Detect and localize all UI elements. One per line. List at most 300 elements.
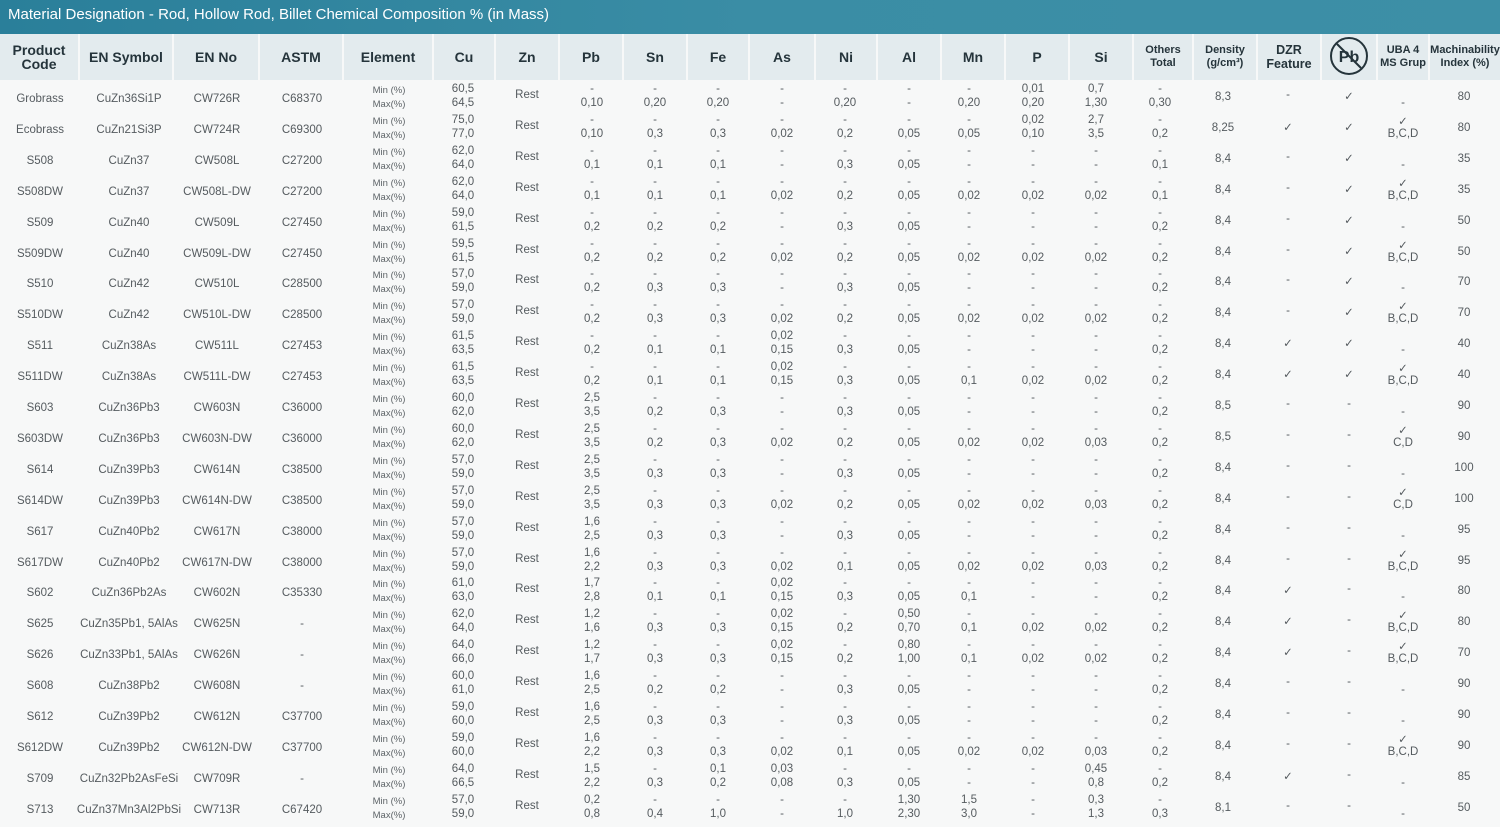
- cell-p-min: -: [1031, 515, 1035, 528]
- cell-uba-max: -: [1401, 529, 1405, 542]
- cell-machinability: 95: [1457, 554, 1471, 567]
- cell-mn-min: -: [967, 484, 971, 497]
- cell-pb-min: -: [590, 330, 594, 343]
- cell-en: CW612N-DW: [182, 741, 252, 754]
- cell-en: CW508L-DW: [183, 185, 251, 198]
- cell-cu-max: 64,5: [451, 97, 475, 109]
- cell-sym: CuZn21Si3P: [96, 123, 162, 136]
- cell-si-max: -: [1094, 467, 1098, 480]
- cell-cu-min: 59,0: [451, 701, 475, 713]
- cell-others-max: 0,2: [1152, 282, 1168, 295]
- cell-en: CW511L: [195, 340, 239, 353]
- cell-others-min: -: [1158, 113, 1162, 126]
- cell-uba-max: -: [1401, 715, 1405, 727]
- cell-as-max: 0,02: [770, 189, 794, 202]
- cell-ni-max: 0,2: [837, 251, 853, 264]
- max-label: Max(%): [372, 593, 406, 605]
- cell-cu-max: 64,0: [451, 189, 475, 202]
- cell-ni-max: 0,2: [837, 622, 853, 635]
- cell-sn-max: 0,1: [647, 344, 663, 357]
- cell-ni-max: 0,1: [837, 560, 853, 573]
- cell-si-min: -: [1094, 577, 1098, 590]
- cell-astm: C35330: [281, 587, 323, 600]
- cell-sym: CuZn42: [108, 278, 150, 291]
- cell-code: S509: [26, 216, 54, 229]
- cell-sn-max: 0,1: [647, 591, 663, 604]
- cell-fe-max: 0,2: [710, 776, 726, 789]
- cell-sn-max: 0,3: [647, 127, 663, 140]
- max-label: Max(%): [372, 809, 406, 821]
- cell-as-max: 0,02: [770, 127, 794, 140]
- cell-density: 8,4: [1215, 245, 1231, 258]
- cell-as-min: 0,02: [770, 577, 794, 590]
- cell-density: 8,4: [1215, 183, 1231, 196]
- cell-ni-min: -: [843, 330, 847, 343]
- min-label: Min (%): [372, 703, 406, 714]
- cell-zn: Rest: [515, 336, 539, 349]
- min-label: Min (%): [372, 764, 406, 776]
- cell-p-max: -: [1031, 715, 1035, 727]
- cell-p-min: -: [1031, 268, 1035, 281]
- cell-al-max: 0,05: [897, 375, 921, 388]
- header-pb: Pb: [560, 34, 624, 80]
- cell-sn-min: -: [653, 268, 657, 281]
- cell-mn-min: -: [967, 268, 971, 281]
- cell-as-min: -: [780, 299, 784, 312]
- cell-pb-max: 0,2: [584, 251, 600, 264]
- cell-pb-max: 2,2: [584, 745, 600, 758]
- cell-ni-min: -: [843, 144, 847, 157]
- cell-code: Grobrass: [16, 93, 64, 105]
- cell-lead-free: -: [1347, 768, 1351, 781]
- cell-cu-max: 62,0: [451, 436, 475, 449]
- cell-al-max: 2,30: [897, 807, 921, 820]
- cell-cu-min: 62,0: [451, 175, 475, 188]
- cell-pb-min: 1,6: [584, 515, 600, 528]
- cell-pb-min: 1,6: [584, 701, 600, 713]
- max-label: Max(%): [372, 315, 406, 327]
- cell-al-max: 0,05: [897, 715, 921, 727]
- cell-uba-max: B,C,D: [1387, 745, 1419, 758]
- cell-cu-max: 59,0: [451, 313, 475, 326]
- cell-machinability: 70: [1457, 647, 1471, 660]
- cell-uba-min: ✓: [1398, 301, 1408, 314]
- cell-astm: C28500: [281, 309, 323, 322]
- min-label: Min (%): [372, 177, 406, 189]
- cell-al-max: 0,05: [897, 745, 921, 758]
- cell-pb-max: 0,1: [584, 189, 600, 202]
- cell-machinability: 100: [1454, 461, 1474, 474]
- cell-uba-max: -: [1401, 282, 1405, 295]
- cell-fe-max: 0,3: [710, 127, 726, 140]
- min-label: Min (%): [372, 394, 406, 405]
- cell-ni-max: 0,3: [837, 344, 853, 357]
- cell-density: 8,4: [1215, 523, 1231, 536]
- cell-sym: CuZn39Pb2: [98, 711, 160, 723]
- cell-al-min: -: [907, 330, 911, 343]
- cell-cu-max: 59,0: [451, 282, 475, 295]
- cell-mn-max: 0,02: [957, 498, 981, 511]
- cell-sym: CuZn39Pb3: [98, 494, 160, 507]
- cell-al-max: 0,05: [897, 560, 921, 573]
- cell-density: 8,4: [1215, 770, 1231, 783]
- cell-lead-free: ✓: [1344, 276, 1354, 289]
- cell-sn-max: 0,3: [647, 467, 663, 480]
- cell-cu-min: 57,0: [451, 515, 475, 528]
- cell-p-min: -: [1031, 701, 1035, 713]
- header-en-no: EN No: [174, 34, 260, 80]
- cell-lead-free: ✓: [1344, 338, 1354, 351]
- cell-p-max: 0,02: [1021, 622, 1045, 635]
- cell-machinability: 95: [1457, 523, 1471, 536]
- cell-uba-max: -: [1401, 406, 1405, 418]
- cell-dzr: -: [1286, 737, 1290, 750]
- header-sn: Sn: [624, 34, 688, 80]
- cell-zn: Rest: [515, 768, 539, 781]
- cell-astm: C28500: [281, 278, 323, 291]
- cell-others-min: -: [1158, 484, 1162, 497]
- cell-al-max: 0,05: [897, 529, 921, 542]
- cell-density: 8,4: [1215, 461, 1231, 474]
- cell-machinability: 85: [1457, 770, 1471, 783]
- cell-mn-max: 0,1: [961, 653, 977, 666]
- max-label: Max(%): [372, 531, 406, 543]
- cell-cu-min: 61,5: [451, 361, 475, 374]
- cell-others-min: -: [1158, 546, 1162, 559]
- cell-others-max: 0,2: [1152, 467, 1168, 480]
- cell-uba-max: -: [1401, 684, 1405, 697]
- cell-astm: C38500: [281, 494, 323, 507]
- cell-al-max: 0,70: [897, 622, 921, 635]
- cell-ni-max: 0,2: [837, 313, 853, 326]
- cell-others-max: 0,2: [1152, 498, 1168, 511]
- cell-code: S510: [26, 278, 54, 291]
- cell-al-min: -: [907, 206, 911, 219]
- cell-al-min: -: [907, 701, 911, 713]
- cell-fe-max: 0,1: [710, 158, 726, 171]
- cell-as-max: -: [780, 97, 784, 109]
- cell-density: 8,4: [1215, 678, 1231, 691]
- cell-cu-min: 64,0: [451, 762, 475, 775]
- cell-others-min: -: [1158, 793, 1162, 806]
- cell-as-min: -: [780, 175, 784, 188]
- cell-as-max: -: [780, 529, 784, 542]
- cell-code: S508DW: [16, 185, 64, 198]
- cell-fe-max: 0,3: [710, 715, 726, 727]
- cell-p-max: -: [1031, 807, 1035, 820]
- cell-cu-max: 64,0: [451, 158, 475, 171]
- cell-others-max: 0,2: [1152, 560, 1168, 573]
- header-product-code: Product Code: [0, 34, 80, 80]
- cell-ni-max: 0,2: [837, 127, 853, 140]
- cell-pb-max: 0,1: [584, 158, 600, 171]
- cell-sym: CuZn38As: [101, 340, 157, 353]
- cell-si-min: -: [1094, 237, 1098, 250]
- cell-mn-min: -: [967, 670, 971, 683]
- cell-pb-min: 1,6: [584, 670, 600, 683]
- cell-code: Ecobrass: [16, 123, 64, 136]
- cell-others-min: -: [1158, 83, 1162, 95]
- cell-mn-max: -: [967, 467, 971, 480]
- cell-uba-max: -: [1401, 97, 1405, 109]
- cell-mn-max: 0,02: [957, 251, 981, 264]
- cell-sn-min: -: [653, 639, 657, 652]
- min-label: Min (%): [372, 733, 406, 745]
- cell-sn-min: -: [653, 577, 657, 590]
- cell-pb-max: 0,2: [584, 220, 600, 233]
- cell-p-min: -: [1031, 392, 1035, 404]
- cell-dzr: ✓: [1283, 121, 1293, 134]
- cell-si-min: -: [1094, 546, 1098, 559]
- cell-fe-min: -: [716, 608, 720, 621]
- cell-al-max: 0,05: [897, 406, 921, 418]
- cell-fe-max: 0,1: [710, 344, 726, 357]
- cell-pb-min: 1,5: [584, 762, 600, 775]
- cell-al-min: 0,80: [897, 639, 921, 652]
- cell-others-max: 0,2: [1152, 622, 1168, 635]
- cell-fe-min: -: [716, 330, 720, 343]
- cell-en: CW608N: [193, 680, 241, 693]
- cell-machinability: 90: [1457, 709, 1471, 721]
- cell-mn-max: -: [967, 220, 971, 233]
- cell-sn-max: 0,2: [647, 406, 663, 418]
- max-label: Max(%): [372, 284, 406, 296]
- cell-cu-min: 59,5: [451, 237, 475, 250]
- cell-as-min: -: [780, 546, 784, 559]
- cell-al-min: -: [907, 762, 911, 775]
- header-uba-4ms-grup: UBA 4 MS Grup: [1378, 34, 1430, 80]
- cell-others-min: -: [1158, 515, 1162, 528]
- cell-si-max: 0,8: [1088, 776, 1104, 789]
- table-row: [0, 576, 1500, 607]
- cell-ni-max: 0,3: [837, 715, 853, 727]
- cell-p-min: -: [1031, 731, 1035, 744]
- cell-al-min: -: [907, 113, 911, 126]
- cell-sym: CuZn36Si1P: [96, 93, 162, 105]
- cell-ni-min: -: [843, 577, 847, 590]
- cell-lead-free: -: [1347, 614, 1351, 627]
- cell-density: 8,4: [1215, 739, 1231, 752]
- cell-sn-max: 0,3: [647, 715, 663, 727]
- cell-mn-min: -: [967, 361, 971, 374]
- cell-ni-min: -: [843, 793, 847, 806]
- cell-p-min: -: [1031, 484, 1035, 497]
- cell-si-max: -: [1094, 344, 1098, 357]
- cell-others-max: 0,2: [1152, 375, 1168, 388]
- cell-lead-free: -: [1347, 552, 1351, 565]
- cell-sym: CuZn40Pb2: [98, 556, 160, 569]
- cell-machinability: 70: [1457, 307, 1471, 320]
- cell-sym: CuZn33Pb1, 5AlAs: [80, 649, 178, 662]
- cell-sym: CuZn36Pb2As: [91, 587, 167, 600]
- cell-sn-max: 0,2: [647, 251, 663, 264]
- cell-code: S509DW: [16, 247, 64, 260]
- cell-ni-min: -: [843, 268, 847, 281]
- cell-pb-max: 0,10: [580, 97, 604, 109]
- cell-si-max: -: [1094, 158, 1098, 171]
- header-cu: Cu: [434, 34, 496, 80]
- cell-density: 8,5: [1215, 430, 1231, 443]
- header-density: Density (g/cm³): [1194, 34, 1258, 80]
- cell-si-max: 0,03: [1084, 498, 1108, 511]
- cell-as-min: -: [780, 113, 784, 126]
- cell-sym: CuZn39Pb3: [98, 463, 160, 476]
- cell-as-max: -: [780, 220, 784, 233]
- header-al: Al: [878, 34, 942, 80]
- cell-en: CW603N-DW: [182, 432, 252, 445]
- cell-mn-max: 0,1: [961, 375, 977, 388]
- cell-pb-max: 0,2: [584, 282, 600, 295]
- cell-pb-max: 3,5: [584, 467, 600, 480]
- cell-p-max: -: [1031, 529, 1035, 542]
- cell-sym: CuZn35Pb1, 5AlAs: [80, 618, 178, 631]
- cell-cu-min: 62,0: [451, 144, 475, 157]
- cell-dzr: -: [1286, 150, 1290, 163]
- cell-as-max: 0,15: [770, 375, 794, 388]
- cell-uba-min: ✓: [1398, 239, 1408, 252]
- cell-pb-max: 0,2: [584, 313, 600, 326]
- cell-sn-min: -: [653, 762, 657, 775]
- cell-pb-min: -: [590, 113, 594, 126]
- cell-ni-min: -: [843, 83, 847, 95]
- cell-zn: Rest: [515, 398, 539, 410]
- cell-machinability: 80: [1457, 585, 1471, 598]
- cell-en: CW625N: [193, 618, 241, 631]
- cell-machinability: 40: [1457, 338, 1471, 351]
- cell-si-min: -: [1094, 731, 1098, 744]
- cell-lead-free: -: [1347, 707, 1351, 719]
- cell-al-max: 0,05: [897, 436, 921, 449]
- cell-p-max: 0,02: [1021, 745, 1045, 758]
- cell-code: S614DW: [16, 494, 64, 507]
- cell-en: CW726R: [193, 93, 241, 105]
- cell-as-min: -: [780, 484, 784, 497]
- cell-sn-max: 0,3: [647, 560, 663, 573]
- cell-si-max: 0,02: [1084, 375, 1108, 388]
- cell-astm: C27450: [281, 247, 323, 260]
- cell-sn-min: -: [653, 237, 657, 250]
- cell-en: CW626N: [193, 649, 241, 662]
- cell-si-max: -: [1094, 406, 1098, 418]
- table-row: [0, 391, 1500, 422]
- cell-others-min: -: [1158, 206, 1162, 219]
- cell-en: CW617N: [193, 525, 241, 538]
- cell-mn-min: -: [967, 330, 971, 343]
- cell-astm: C38000: [281, 525, 323, 538]
- table-row: [0, 700, 1500, 731]
- cell-uba-max: C,D: [1393, 436, 1413, 449]
- cell-p-min: -: [1031, 330, 1035, 343]
- cell-fe-min: -: [716, 577, 720, 590]
- cell-ni-min: -: [843, 392, 847, 404]
- cell-sn-min: -: [653, 608, 657, 621]
- cell-as-max: 0,15: [770, 591, 794, 604]
- cell-machinability: 90: [1457, 400, 1471, 412]
- cell-as-max: 0,08: [770, 776, 794, 789]
- cell-astm: C38500: [281, 463, 323, 476]
- cell-as-min: -: [780, 453, 784, 466]
- cell-al-max: 0,05: [897, 684, 921, 697]
- cell-fe-min: -: [716, 731, 720, 744]
- cell-pb-min: 1,6: [584, 731, 600, 744]
- cell-zn: Rest: [515, 119, 539, 132]
- cell-astm: C68370: [281, 93, 323, 105]
- max-label: Max(%): [372, 191, 406, 203]
- cell-fe-max: 0,2: [710, 251, 726, 264]
- cell-cu-max: 63,5: [451, 344, 475, 357]
- cell-others-max: 0,2: [1152, 776, 1168, 789]
- cell-fe-min: -: [716, 515, 720, 528]
- table-row: [0, 175, 1500, 206]
- cell-fe-min: 0,1: [710, 762, 726, 775]
- min-label: Min (%): [372, 301, 406, 313]
- cell-as-max: 0,15: [770, 653, 794, 666]
- cell-code: S709: [26, 772, 54, 785]
- cell-mn-min: -: [967, 608, 971, 621]
- cell-si-min: 0,45: [1084, 762, 1108, 775]
- cell-astm: C36000: [281, 432, 323, 445]
- cell-astm: -: [300, 618, 304, 631]
- title-bar: [0, 0, 1500, 34]
- cell-mn-max: 0,02: [957, 189, 981, 202]
- cell-sn-min: -: [653, 392, 657, 404]
- cell-pb-min: 1,6: [584, 546, 600, 559]
- max-label: Max(%): [372, 408, 406, 419]
- header-en-symbol: EN Symbol: [80, 34, 174, 80]
- cell-al-min: 0,50: [897, 608, 921, 621]
- cell-cu-min: 57,0: [451, 484, 475, 497]
- cell-ni-min: -: [843, 453, 847, 466]
- cell-sym: CuZn38As: [101, 371, 157, 384]
- cell-sn-min: -: [653, 113, 657, 126]
- cell-as-max: -: [780, 684, 784, 697]
- cell-zn: Rest: [515, 799, 539, 812]
- cell-pb-min: -: [590, 361, 594, 374]
- cell-sn-max: 0,3: [647, 622, 663, 635]
- cell-lead-free: ✓: [1344, 369, 1354, 382]
- header-mn: Mn: [942, 34, 1006, 80]
- cell-si-min: -: [1094, 484, 1098, 497]
- cell-code: S608: [26, 680, 54, 693]
- cell-density: 8,5: [1215, 400, 1231, 412]
- cell-fe-max: 0,2: [710, 220, 726, 233]
- cell-ni-max: 0,2: [837, 189, 853, 202]
- cell-astm: C36000: [281, 402, 323, 414]
- cell-ni-min: -: [843, 206, 847, 219]
- cell-sn-max: 0,2: [647, 436, 663, 449]
- cell-sn-min: -: [653, 515, 657, 528]
- cell-mn-max: 0,02: [957, 560, 981, 573]
- cell-ni-min: -: [843, 608, 847, 621]
- cell-sn-max: 0,3: [647, 653, 663, 666]
- cell-dzr: -: [1286, 707, 1290, 719]
- cell-mn-min: -: [967, 144, 971, 157]
- cell-as-max: 0,02: [770, 251, 794, 264]
- cell-fe-min: -: [716, 206, 720, 219]
- min-label: Min (%): [372, 270, 406, 282]
- table-row: [0, 329, 1500, 360]
- cell-si-max: 0,02: [1084, 189, 1108, 202]
- cell-en: CW709R: [193, 772, 241, 785]
- cell-fe-min: -: [716, 175, 720, 188]
- cell-code: S612: [26, 711, 54, 723]
- cell-sn-max: 0,3: [647, 498, 663, 511]
- cell-al-min: -: [907, 484, 911, 497]
- cell-en: CW509L: [194, 216, 240, 229]
- cell-ni-max: 0,3: [837, 776, 853, 789]
- cell-sn-min: -: [653, 330, 657, 343]
- cell-en: CW614N: [193, 463, 241, 476]
